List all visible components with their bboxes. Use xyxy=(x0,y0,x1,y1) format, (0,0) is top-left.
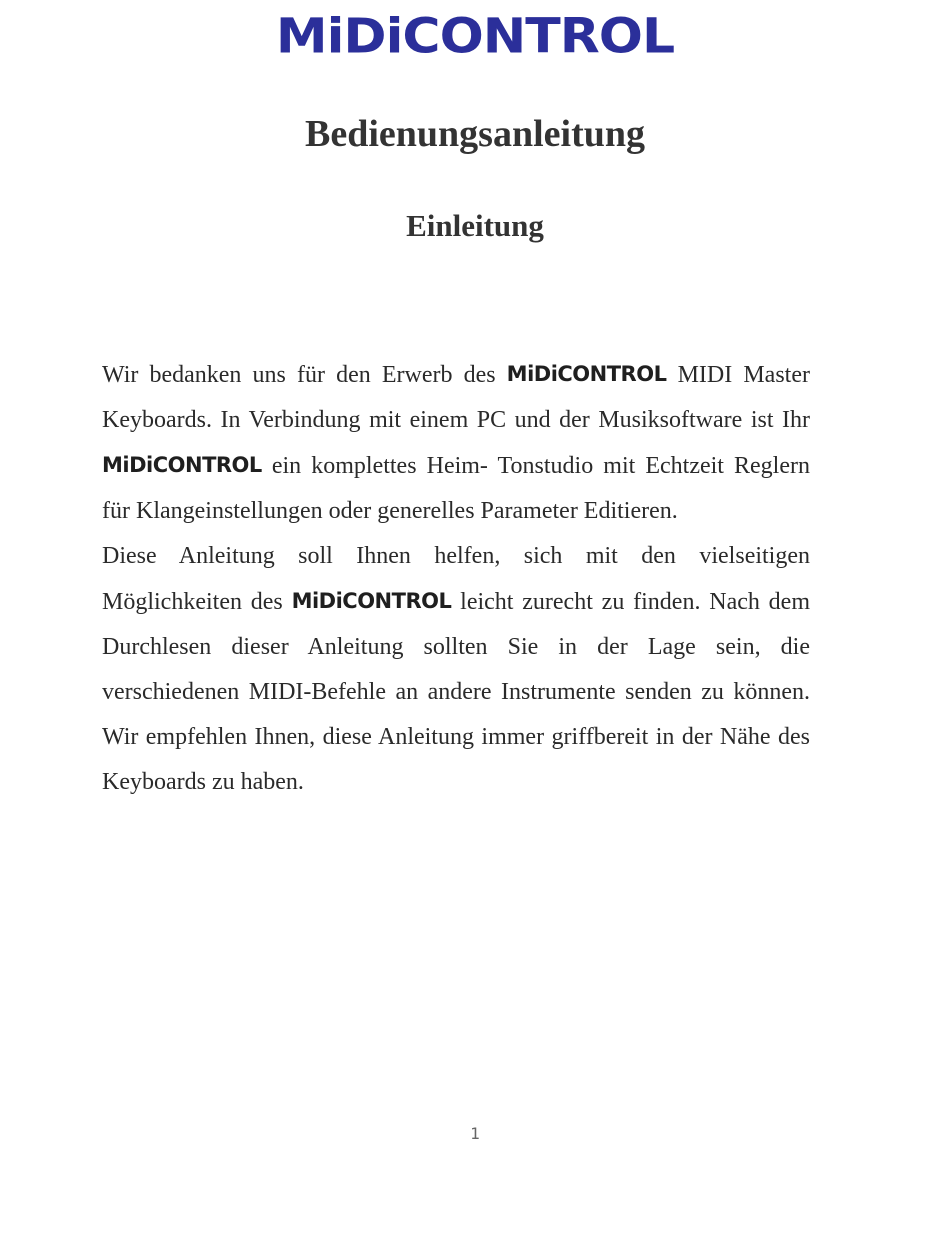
brand-header xyxy=(0,8,950,66)
page-number: 1 xyxy=(470,1124,480,1143)
intro-text xyxy=(102,352,810,805)
page-title: Bedienungsanleitung xyxy=(305,113,645,155)
text-segment: ein komplettes Heim- Tonstudio mit Echtzeit Reglern für Klangeinstellungen oder generelles Parameter Editieren. xyxy=(102,453,810,524)
text-segment: leicht zurecht zu finden. Nach dem Durchlesen dieser Anleitung sollten Sie in der Lage sein, die verschiedenen MIDI-Befehle an andere Instrumente senden zu können. Wir empfehlen Ihnen, diese Anleitung immer griffbereit in der Nähe des Keyboards zu haben. xyxy=(102,589,810,795)
paragraph-2 xyxy=(102,534,810,805)
inline-midicontrol-logo: MiDiCONTROL xyxy=(506,362,667,386)
text-segment: Diese Anleitung soll Ihnen helfen, sich mit den vielseitigen Möglichkeiten des xyxy=(102,543,810,615)
inline-midicontrol-logo: MiDiCONTROL xyxy=(102,453,262,477)
text-segment: MIDI Master Keyboards. In Verbindung mit einem PC und der Musiksoftware ist Ihr xyxy=(102,362,810,433)
midicontrol-logo: MiDiCONTROL xyxy=(275,9,675,65)
inline-midicontrol-logo: MiDiCONTROL xyxy=(291,589,452,613)
section-title: Einleitung xyxy=(406,208,544,243)
text-segment: Wir bedanken uns für den Erwerb des xyxy=(102,362,507,388)
paragraph-1 xyxy=(102,352,810,534)
